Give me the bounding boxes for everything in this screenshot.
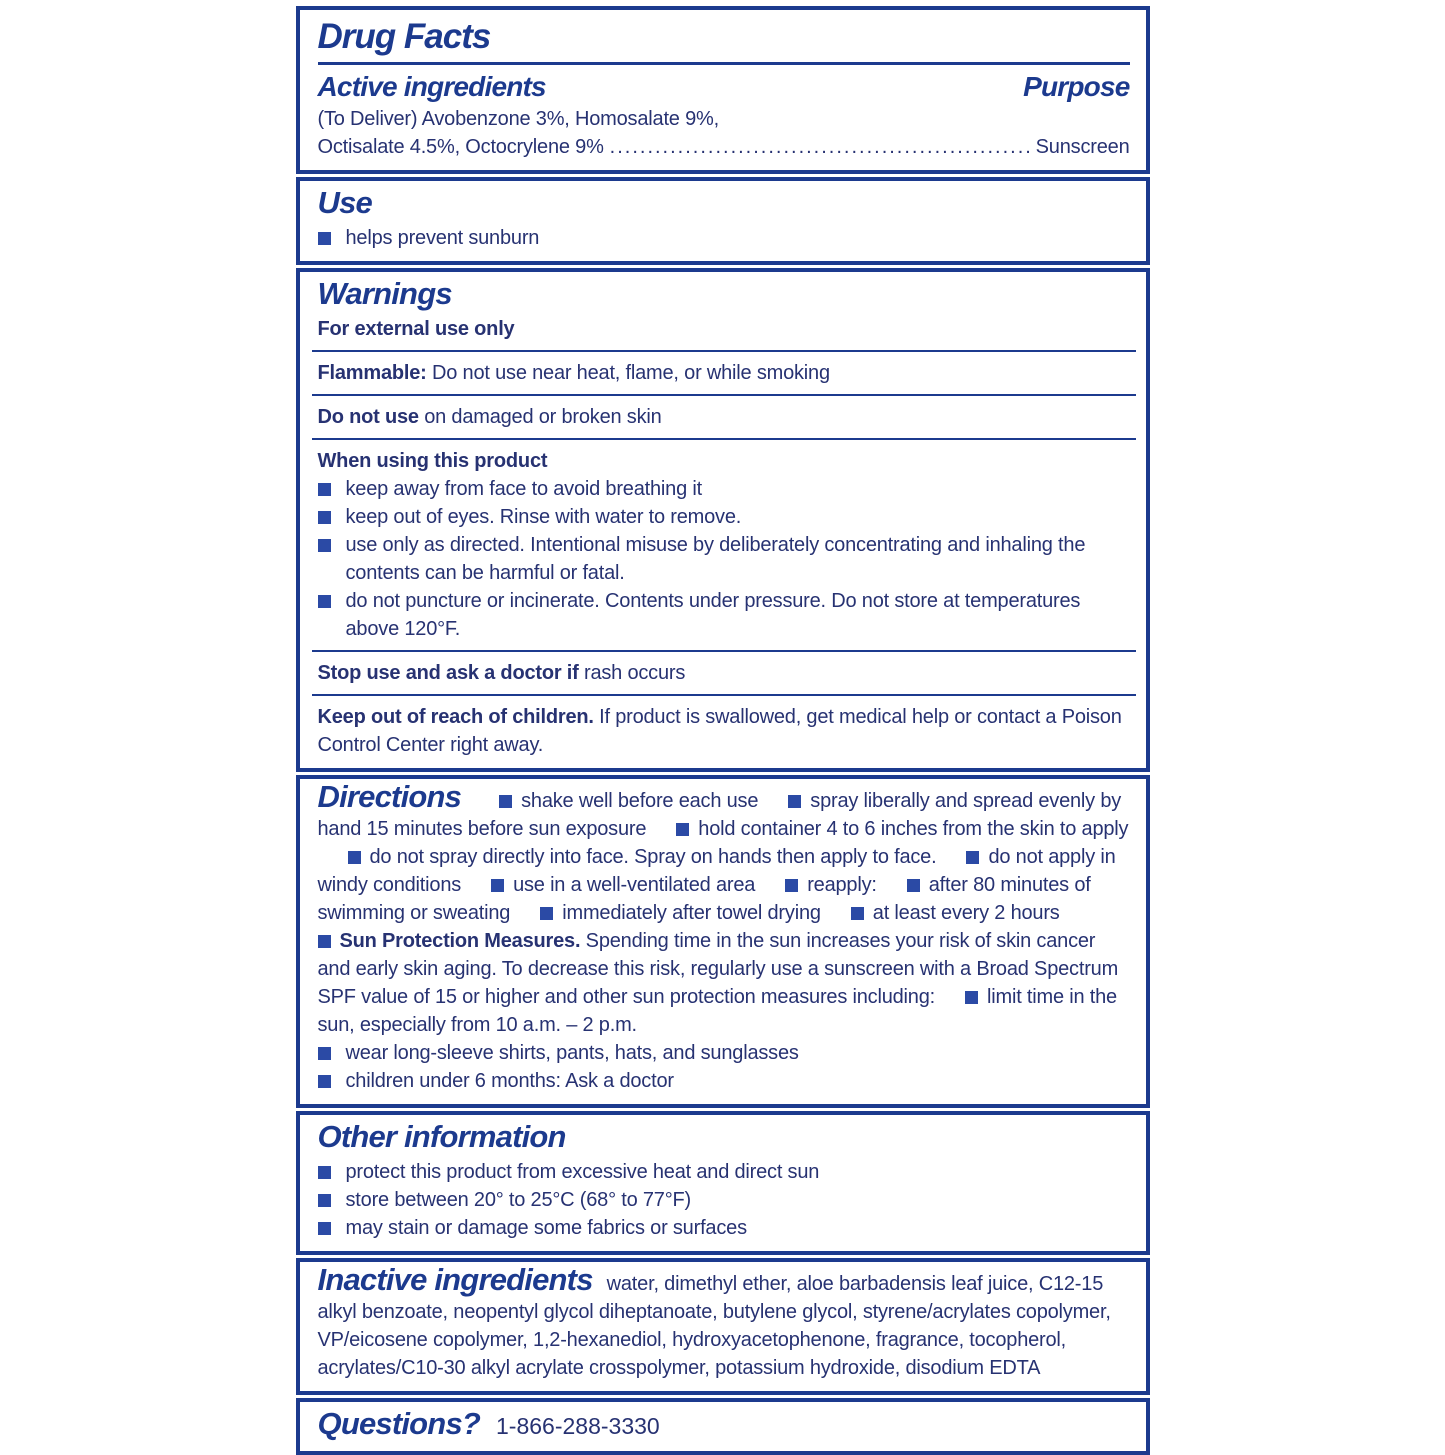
active-ingredients-heading: Active ingredients <box>317 71 546 102</box>
other-information-item: store between 20° to 25°C (68° to 77°F) <box>318 1186 1130 1214</box>
bullet-square-icon <box>676 823 689 836</box>
questions-phone-number: 1-866-288-3330 <box>496 1413 660 1439</box>
bullet-square-icon <box>851 907 864 920</box>
bullet-square-icon <box>491 879 504 892</box>
bullet-square-icon <box>318 1047 331 1060</box>
when-using-item: keep out of eyes. Rinse with water to remove. <box>318 503 1130 531</box>
stop-use-line: Stop use and ask a doctor if rash occurs <box>317 662 686 684</box>
use-item: helps prevent sunburn <box>318 224 1130 252</box>
external-use-line: For external use only <box>317 318 515 340</box>
bullet-square-icon <box>318 539 331 552</box>
active-ingredients-line2: Octisalate 4.5%, Octocrylene 9% <box>317 136 604 158</box>
dot-leader <box>610 136 1030 159</box>
bullet-square-icon <box>318 483 331 496</box>
bullet-square-icon <box>499 795 512 808</box>
when-using-heading: When using this product <box>317 450 548 472</box>
section-active-ingredients <box>296 6 1150 174</box>
other-information-heading: Other information <box>317 1119 566 1154</box>
section-directions <box>296 775 1150 1108</box>
title-rule <box>318 62 1130 65</box>
warnings-divider <box>312 694 1136 696</box>
questions-heading: Questions? <box>317 1406 481 1441</box>
bullet-square-icon <box>907 879 920 892</box>
sun-protection-paragraph: Sun Protection Measures. Spending time in the sun increases your risk of skin cancer and early skin aging. To decrease this risk, regularly use a sunscreen with a Broad Spectrum SPF value of 15 or higher and other sun protection measures including: limit time in the sun, especially from 10 a.m. – 2 p.m. <box>317 930 1119 1036</box>
bullet-square-icon <box>318 511 331 524</box>
directions-bullet: children under 6 months: Ask a doctor <box>318 1067 1130 1095</box>
bullet-square-icon <box>348 851 361 864</box>
bullet-square-icon <box>966 851 979 864</box>
bullet-square-icon <box>965 991 978 1004</box>
purpose-heading: Purpose <box>1023 71 1130 102</box>
flammable-line: Flammable: Do not use near heat, flame, or while smoking <box>317 362 830 384</box>
section-warnings <box>296 268 1150 772</box>
bullet-square-icon <box>785 879 798 892</box>
section-inactive-ingredients <box>296 1258 1150 1395</box>
bullet-square-icon <box>318 1222 331 1235</box>
bullet-square-icon <box>318 595 331 608</box>
directions-heading: Directions <box>317 779 462 814</box>
section-questions <box>296 1398 1150 1455</box>
when-using-item: do not puncture or incinerate. Contents under pressure. Do not store at temperatures above 120°F. <box>318 587 1130 643</box>
bullet-square-icon <box>318 1075 331 1088</box>
bullet-square-icon <box>318 935 331 948</box>
inactive-ingredients-heading: Inactive ingredients <box>317 1262 593 1297</box>
warnings-divider <box>312 650 1136 652</box>
warnings-heading: Warnings <box>317 276 452 311</box>
do-not-use-line: Do not use on damaged or broken skin <box>317 406 662 428</box>
use-heading: Use <box>317 185 372 220</box>
inactive-ingredients-paragraph: Inactive ingredients water, dimethyl ether, aloe barbadensis leaf juice, C12-15 alkyl benzoate, neopentyl glycol diheptanoate, butylene glycol, styrene/acrylates copolymer, VP/eicosene copolymer, 1,2-hexanediol, hydroxyacetophenone, fragrance, tocopherol, acrylates/C10-30 alkyl acrylate crosspolymer, potassium hydroxide, disodium EDTA <box>317 1262 1111 1379</box>
warnings-divider <box>312 350 1136 352</box>
section-use <box>296 177 1150 265</box>
bullet-square-icon <box>788 795 801 808</box>
purpose-value: Sunscreen <box>1035 136 1130 158</box>
warnings-divider <box>312 394 1136 396</box>
bullet-square-icon <box>318 1166 331 1179</box>
when-using-item: use only as directed. Intentional misuse by deliberately concentrating and inhaling the contents can be harmful or fatal. <box>318 531 1130 587</box>
drug-facts-title: Drug Facts <box>317 17 491 56</box>
drug-facts-label <box>296 6 1150 1455</box>
warnings-divider <box>312 438 1136 440</box>
bullet-square-icon <box>540 907 553 920</box>
bullet-square-icon <box>318 1194 331 1207</box>
when-using-item: keep away from face to avoid breathing it <box>318 475 1130 503</box>
directions-paragraph: Directions shake well before each use spray liberally and spread evenly by hand 15 minutes before sun exposure hold container 4 to 6 inches from the skin to applydo not spray directly into face. Spray on hands then apply to face. do not apply in windy conditions use in a well-ventilated area reapply: after 80 minutes of swimming or sweating immediately after towel drying at least every 2 hours <box>317 779 1129 924</box>
section-other-information <box>296 1111 1150 1255</box>
directions-bullet: wear long-sleeve shirts, pants, hats, and sunglasses <box>318 1039 1130 1067</box>
other-information-item: may stain or damage some fabrics or surfaces <box>318 1214 1130 1242</box>
active-ingredients-line1: (To Deliver) Avobenzone 3%, Homosalate 9%, <box>317 108 719 130</box>
keep-out-of-reach-line: Keep out of reach of children. If product is swallowed, get medical help or contact a Poison Control Center right away. <box>317 706 1122 756</box>
other-information-item: protect this product from excessive heat and direct sun <box>318 1158 1130 1186</box>
bullet-square-icon <box>318 232 331 245</box>
